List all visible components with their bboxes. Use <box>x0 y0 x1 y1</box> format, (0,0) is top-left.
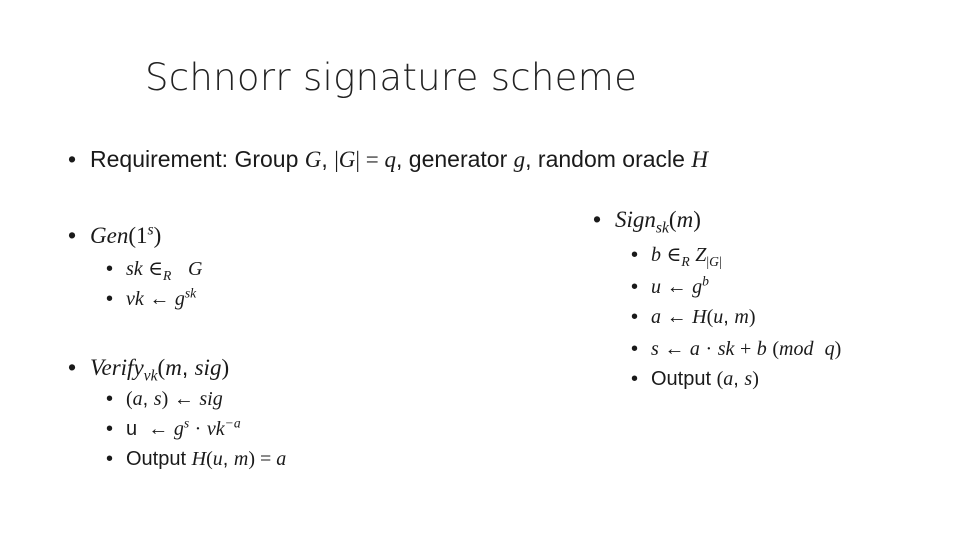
verify-step-3: • Output H(u, m) = a <box>106 448 287 470</box>
sign-bullet: • Sign$_{sk}$(m) <box>593 206 701 237</box>
math-group: G <box>304 147 322 172</box>
requirement-mid: , generator <box>396 146 508 172</box>
requirement-label: Requirement: Group <box>90 146 299 172</box>
verify-step-2: • u ← $g^s \cdot vk^{-a}$ <box>106 415 241 440</box>
output-label: Output <box>126 448 187 470</box>
sign-step-2: • u ← $g^b$ <box>631 273 709 298</box>
math-generator: g <box>513 147 526 172</box>
sign-step-3: • a ← H(u, m) <box>631 306 756 328</box>
u-label: u <box>126 418 138 440</box>
verify-step-1: • (a, s) ← sig <box>106 388 223 410</box>
slide-title: Schnorr signature scheme <box>145 56 638 99</box>
gen-bullet: • Gen(1$^s$) <box>68 221 162 248</box>
requirement-tail: , random oracle <box>525 146 685 172</box>
bullet-dot: • <box>593 206 602 232</box>
gen-step-1: • sk $\in_R$ G <box>106 258 203 283</box>
sign-step-5: • Output (a, s) <box>631 368 759 390</box>
requirement-bullet: • Requirement: Group G, |G| = q, generator g, random oracle H <box>68 146 708 172</box>
sign-step-1: • b $\in_R$ $Z_{|G|}$ <box>631 244 722 269</box>
output-label: Output <box>651 368 712 390</box>
bullet-dot: • <box>68 222 77 248</box>
verify-bullet: • Verify$_{vk}$(m, sig) <box>68 354 230 385</box>
bullet-dot: • <box>68 146 77 172</box>
gen-step-2: • vk ← $g^{sk}$ <box>106 285 197 310</box>
bullet-dot: • <box>68 354 77 380</box>
sign-step-4: • s ← a · sk + b (mod q) <box>631 338 842 360</box>
math-oracle: H <box>691 147 708 172</box>
